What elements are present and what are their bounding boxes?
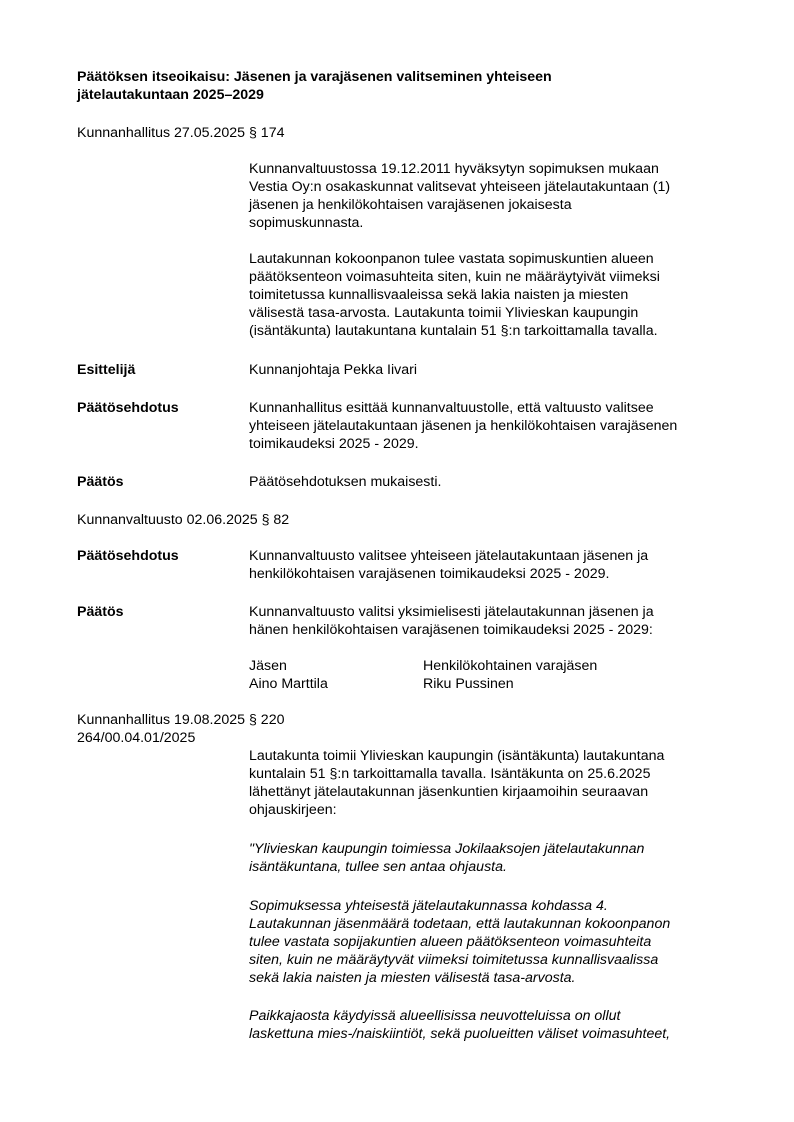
esittelija-value: Kunnanjohtaja Pekka Iivari: [249, 362, 417, 378]
body-line: päätöksenteon voimasuhteita siten, kuin ne määräytyivät viimeksi: [249, 269, 660, 285]
paatos-label: Päätös: [77, 604, 124, 620]
quote-line: siten, kuin ne määräytyvät viimeksi toimitetussa kunnallisvaalissa: [249, 952, 659, 968]
paatos-value: Päätösehdotuksen mukaisesti.: [249, 474, 442, 490]
paatosehdotus-label: Päätösehdotus: [77, 400, 179, 416]
body-line: Kunnanhallitus esittää kunnanvaltuustolle, että valtuusto valitsee: [249, 400, 654, 416]
body-line: kuntalain 51 §:n tarkoittamalla tavalla. Isäntäkunta on 25.6.2025: [249, 766, 651, 782]
quote-line: isäntäkuntana, tullee sen antaa ohjausta.: [249, 859, 507, 875]
body-line: sopimuskunnasta.: [249, 215, 364, 231]
members-col1-header: Jäsen: [249, 658, 287, 674]
section-header: Kunnanvaltuusto 02.06.2025 § 82: [77, 512, 290, 528]
body-line: lähettänyt jätelautakunnan jäsenkuntien kirjaamoihin seuraavan: [249, 784, 649, 800]
body-line: henkilökohtaisen varajäsenen toimikaudeksi 2025 - 2029.: [249, 566, 610, 582]
quote-line: Sopimuksessa yhteisestä jätelautakunnassa kohdassa 4.: [249, 898, 608, 914]
quote-line: Paikkajaosta käydyissä alueellisissa neuvotteluissa on ollut: [249, 1008, 621, 1024]
quote-line: "Ylivieskan kaupungin toimiessa Jokilaaksojen jätelautakunnan: [249, 841, 645, 857]
esittelija-label: Esittelijä: [77, 362, 136, 378]
body-line: välisestä tasa-arvosta. Lautakunta toimii Ylivieskan kaupungin: [249, 305, 639, 321]
quote-line: Lautakunnan jäsenmäärä todetaan, että lautakunnan kokoonpanon: [249, 916, 671, 932]
paatos-label: Päätös: [77, 474, 124, 490]
document-title-line-2: jätelautakuntaan 2025–2029: [77, 87, 264, 103]
body-line: ohjauskirjeen:: [249, 802, 337, 818]
members-col2-header: Henkilökohtainen varajäsen: [423, 658, 598, 674]
body-line: toimikaudeksi 2025 - 2029.: [249, 436, 419, 452]
body-line: toimitetussa kunnallisvaaleissa sekä lakia naisten ja miesten: [249, 287, 629, 303]
deputy-name: Riku Pussinen: [423, 676, 514, 692]
body-line: Vestia Oy:n osakaskunnat valitsevat yhteiseen jätelautakuntaan (1): [249, 179, 671, 195]
quote-line: tulee vastata sopijakuntien alueen päätöksenteon voimasuhteita: [249, 934, 652, 950]
paatosehdotus-label: Päätösehdotus: [77, 548, 179, 564]
body-line: (isäntäkunta) lautakuntana kuntalain 51 §:n tarkoittamalla tavalla.: [249, 323, 658, 339]
body-line: Lautakunta toimii Ylivieskan kaupungin (isäntäkunta) lautakuntana: [249, 748, 665, 764]
diary-reference: 264/00.04.01/2025: [77, 730, 196, 746]
body-line: Kunnanvaltuusto valitsee yhteiseen jätelautakuntaan jäsenen ja: [249, 548, 649, 564]
section-header: Kunnanhallitus 27.05.2025 § 174: [77, 125, 285, 141]
member-name: Aino Marttila: [249, 676, 328, 692]
quote-line: laskettuna mies-/naiskiintiöt, sekä puolueitten väliset voimasuhteet,: [249, 1026, 671, 1042]
body-line: jäsenen ja henkilökohtaisen varajäsenen jokaisesta: [249, 197, 572, 213]
body-line: yhteiseen jätelautakuntaan jäsenen ja henkilökohtaisen varajäsenen: [249, 418, 678, 434]
body-line: Lautakunnan kokoonpanon tulee vastata sopimuskuntien alueen: [249, 251, 654, 267]
quote-line: sekä lakia naisten ja miesten välisestä tasa-arvosta.: [249, 970, 576, 986]
document-title-line-1: Päätöksen itseoikaisu: Jäsenen ja varajäsenen valitseminen yhteiseen: [77, 69, 552, 85]
body-line: Kunnanvaltuustossa 19.12.2011 hyväksytyn sopimuksen mukaan: [249, 161, 659, 177]
section-header: Kunnanhallitus 19.08.2025 § 220: [77, 712, 285, 728]
body-line: Kunnanvaltuusto valitsi yksimielisesti jätelautakunnan jäsenen ja: [249, 604, 654, 620]
body-line: hänen henkilökohtaisen varajäsenen toimikaudeksi 2025 - 2029:: [249, 622, 653, 638]
